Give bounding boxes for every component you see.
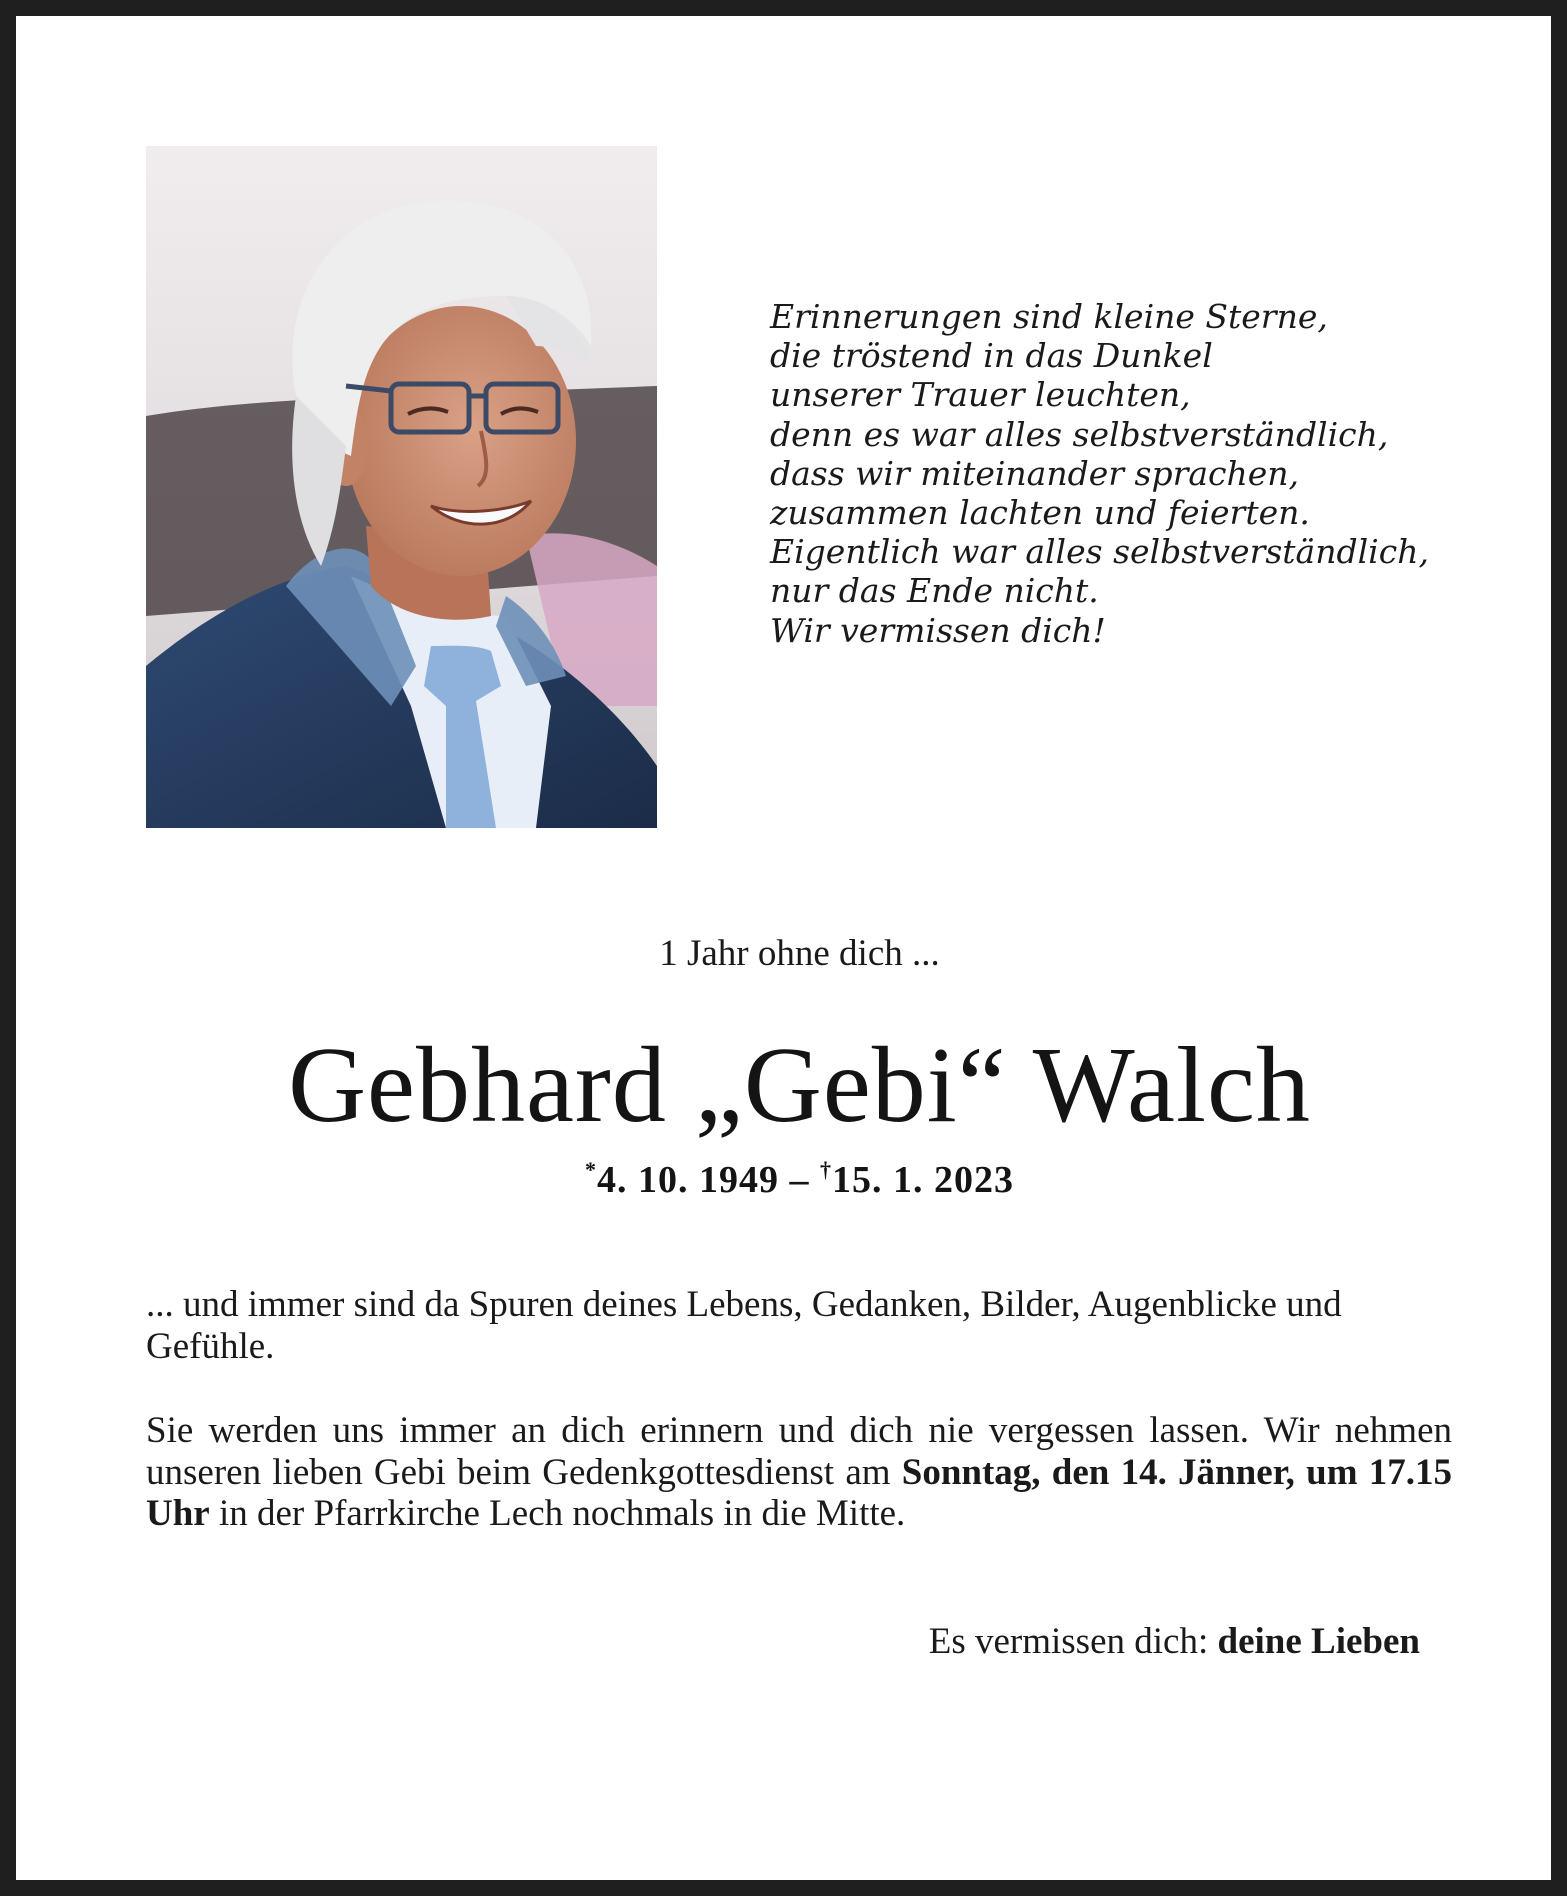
deceased-name: Gebhard „Gebi“ Walch bbox=[288, 1026, 1311, 1145]
signature bbox=[929, 1620, 1420, 1663]
poem-line: Erinnerungen sind kleine Sterne, bbox=[770, 297, 1328, 336]
paragraph-service bbox=[146, 1410, 1452, 1535]
poem bbox=[770, 297, 1490, 650]
date-separator: – bbox=[779, 1159, 820, 1201]
portrait-photo bbox=[146, 146, 657, 828]
birth-date: 4. 10. 1949 bbox=[597, 1159, 779, 1201]
poem-line: die tröstend in das Dunkel bbox=[770, 336, 1213, 376]
service-date-time: Sonntag, den 14. Jänner, um 17.15 Uhr bbox=[146, 1451, 1452, 1534]
poem-line: Eigentlich war alles selbstverständlich, bbox=[770, 532, 1429, 572]
poem-line: nur das Ende nicht. bbox=[770, 571, 1099, 611]
poem-line: dass wir miteinander sprachen, bbox=[770, 453, 1300, 493]
paragraph-memories: ... und immer sind da Spuren deines Lebens, Gedanken, Bilder, Augenblicke und Gefühle. bbox=[146, 1284, 1342, 1367]
death-symbol: † bbox=[820, 1157, 832, 1182]
poem-line: unserer Trauer leuchten, bbox=[770, 375, 1191, 415]
portrait-illustration bbox=[146, 146, 657, 828]
signature-names: deine Lieben bbox=[1217, 1621, 1420, 1662]
poem-line: Wir vermissen dich! bbox=[770, 610, 1106, 650]
service-text-after: in der Pfarrkirche Lech nochmals in die Mitte. bbox=[209, 1493, 906, 1534]
poem-line: zusammen lachten und feierten. bbox=[770, 493, 1310, 533]
intro-line: 1 Jahr ohne dich ... bbox=[659, 933, 940, 974]
signature-prefix: Es vermissen dich: bbox=[928, 1621, 1218, 1662]
life-dates bbox=[16, 1157, 1567, 1202]
birth-symbol: * bbox=[585, 1157, 597, 1182]
death-date: 15. 1. 2023 bbox=[832, 1159, 1014, 1201]
service-text-before: Sie werden uns immer an dich erinnern und dich nie vergessen lassen. Wir nehmen unseren lieben Gebi beim Gedenkgottesdienst am bbox=[146, 1410, 1452, 1493]
poem-line: denn es war alles selbstverständlich, bbox=[770, 414, 1389, 454]
